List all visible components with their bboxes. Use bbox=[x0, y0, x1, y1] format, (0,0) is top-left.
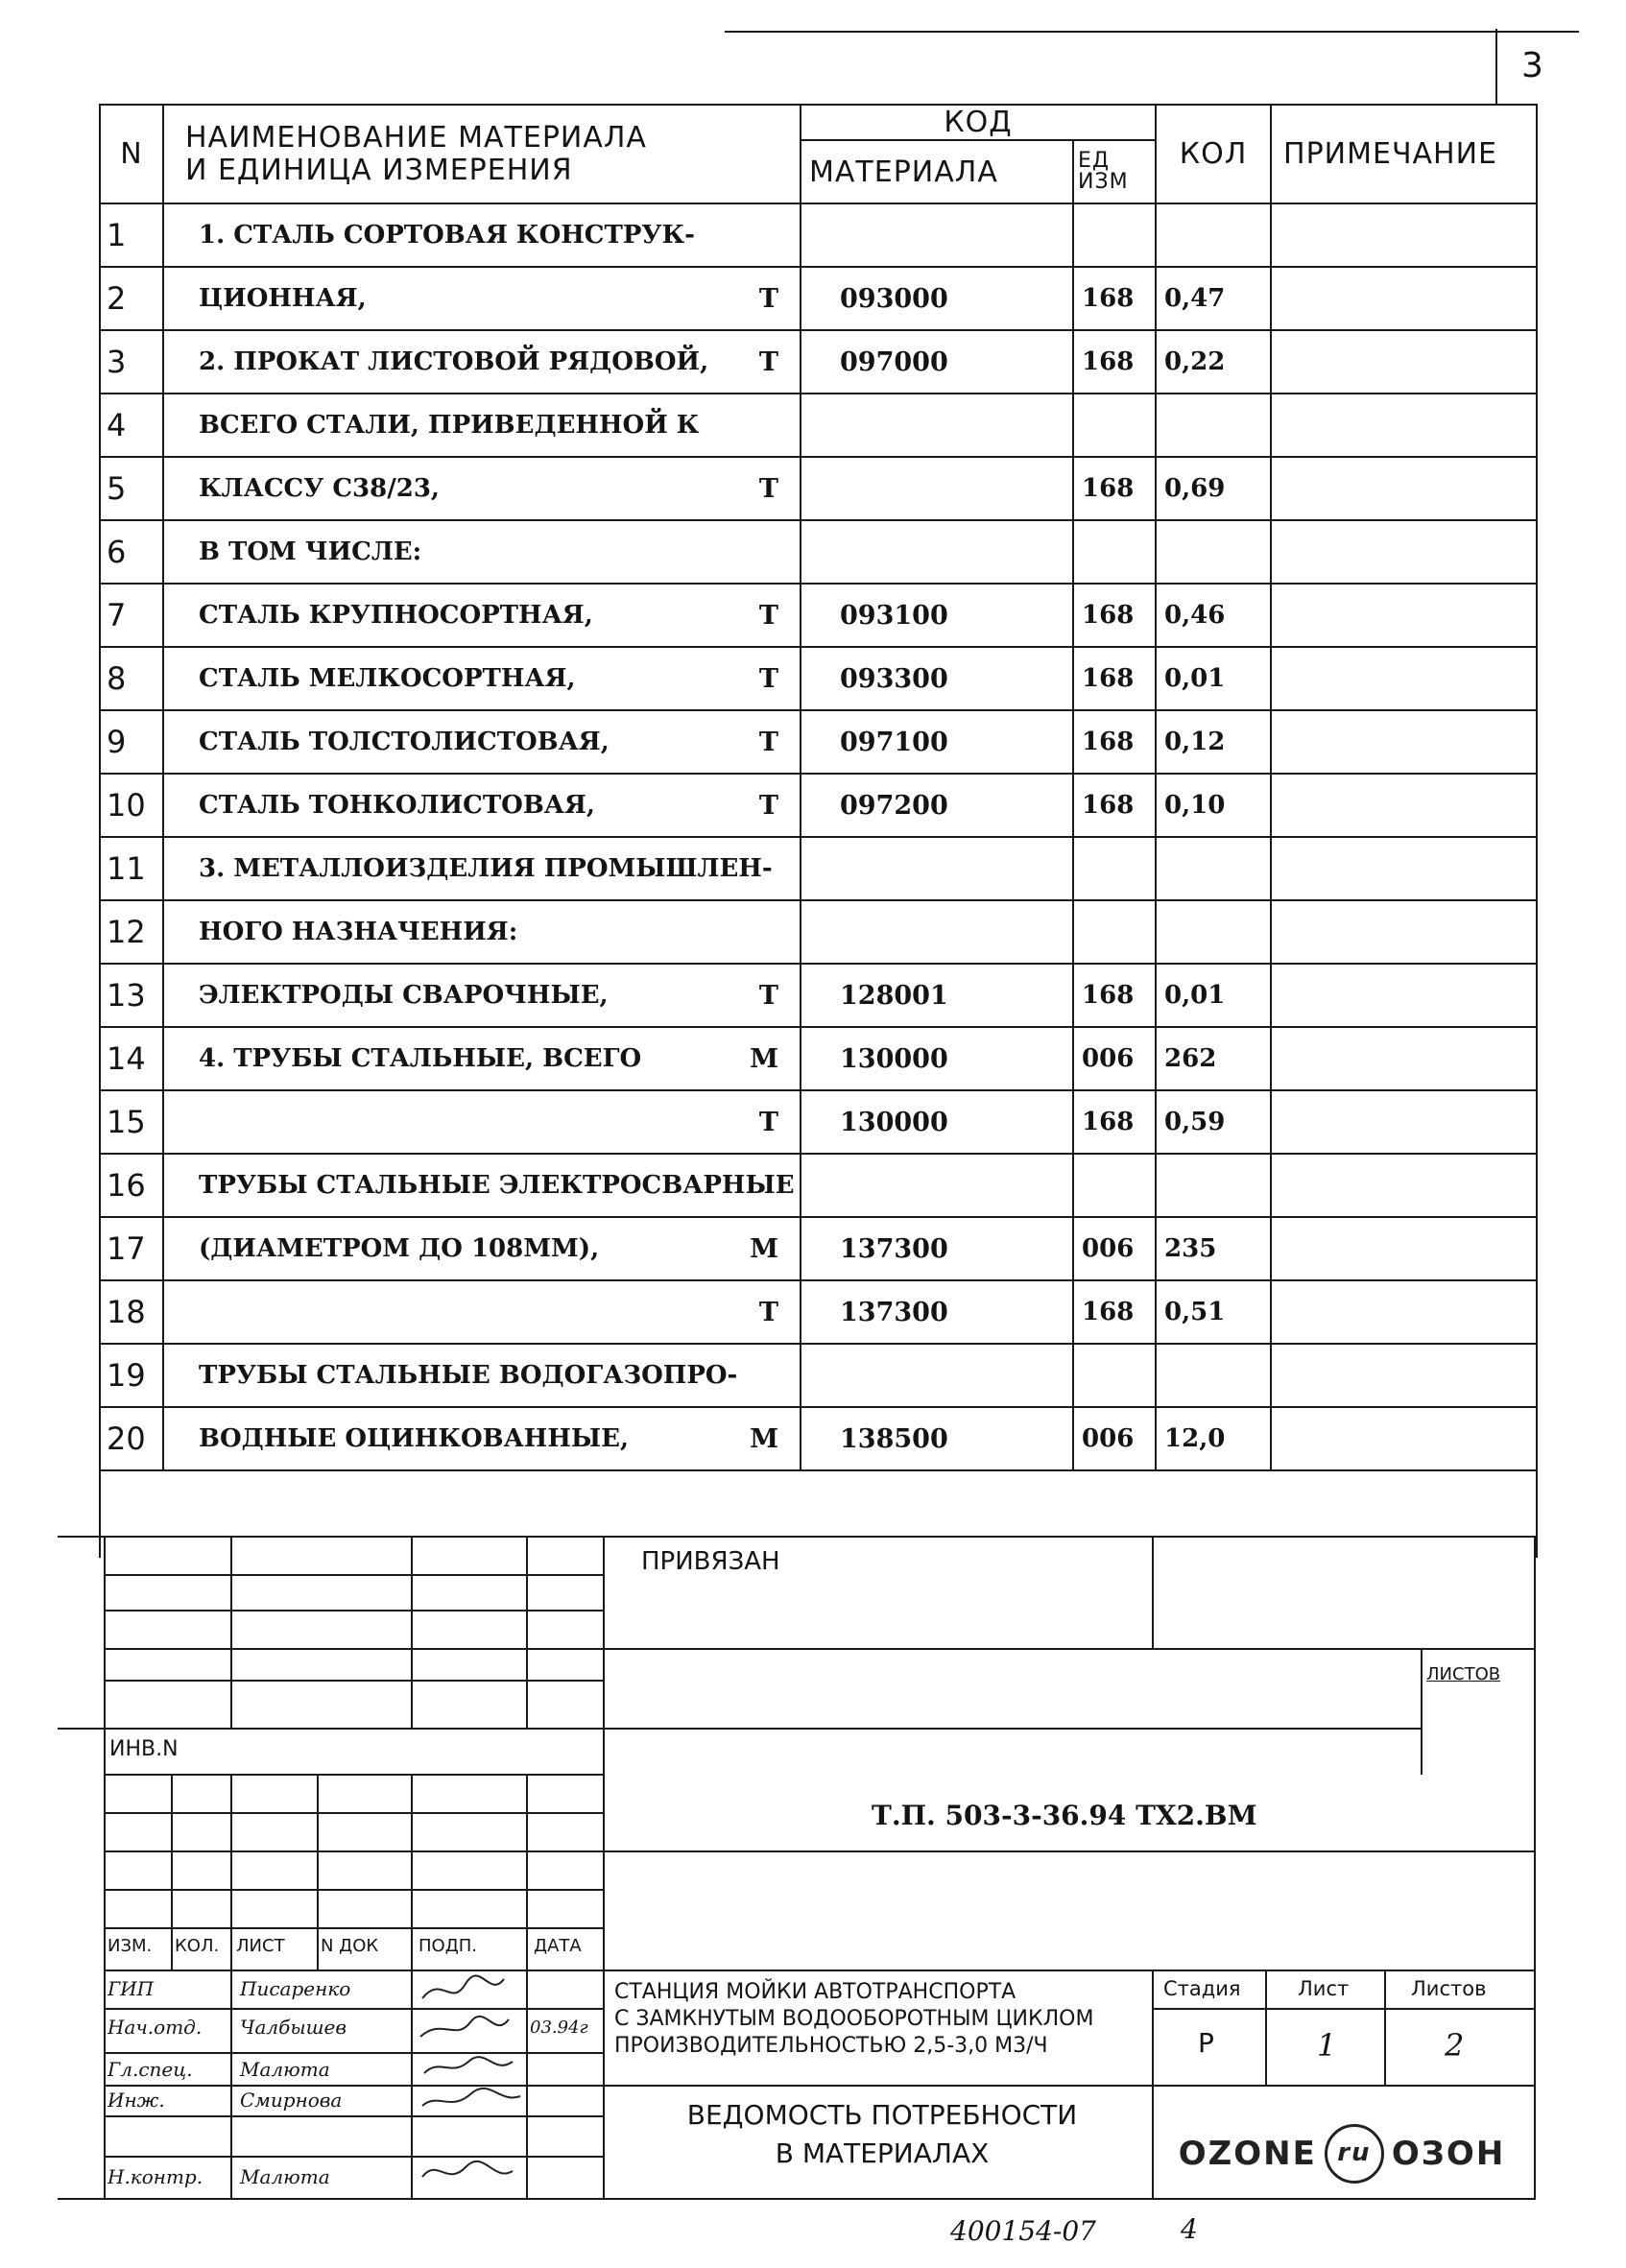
row-number: 9 bbox=[100, 710, 163, 774]
sheet-label: Лист bbox=[1298, 1977, 1350, 2000]
row-unit-code bbox=[1073, 203, 1156, 267]
stamp-left-text: OZONE bbox=[1178, 2135, 1317, 2173]
table-row bbox=[100, 330, 1537, 394]
signer-name-1: Писаренко bbox=[240, 1977, 351, 2000]
table-spacer-cell bbox=[100, 1470, 1537, 1558]
row-number: 8 bbox=[100, 647, 163, 710]
signer-name-6: Малюта bbox=[240, 2165, 330, 2188]
row-number: 14 bbox=[100, 1027, 163, 1090]
row-note bbox=[1271, 647, 1537, 710]
project-line-3: ПРОИЗВОДИТЕЛЬНОСТЬЮ 2,5-3,0 М3/Ч bbox=[614, 2034, 1048, 2058]
project-name bbox=[614, 1979, 1093, 2060]
row-note bbox=[1271, 203, 1537, 267]
row-note bbox=[1271, 710, 1537, 774]
row-number: 15 bbox=[100, 1090, 163, 1154]
row-quantity bbox=[1156, 900, 1271, 964]
signatures-drawing bbox=[413, 1970, 524, 2196]
row-unit-code: 168 bbox=[1073, 1090, 1156, 1154]
row-note bbox=[1271, 837, 1537, 900]
row-number: 18 bbox=[100, 1280, 163, 1344]
row-unit-code bbox=[1073, 900, 1156, 964]
hdr-izm: ИЗМ. bbox=[108, 1936, 153, 1956]
table-row bbox=[100, 1154, 1537, 1217]
table-row bbox=[100, 267, 1537, 330]
row-note bbox=[1271, 584, 1537, 647]
row-material-code bbox=[801, 1344, 1073, 1407]
row-unit bbox=[716, 900, 801, 964]
row-quantity: 262 bbox=[1156, 1027, 1271, 1090]
table-row bbox=[100, 900, 1537, 964]
row-name bbox=[163, 1090, 716, 1154]
row-material-code: 093100 bbox=[801, 584, 1073, 647]
row-unit-code bbox=[1073, 394, 1156, 457]
row-name: (ДИАМЕТРОМ ДО 108ММ), bbox=[163, 1217, 716, 1280]
table-row bbox=[100, 647, 1537, 710]
row-unit-code: 168 bbox=[1073, 584, 1156, 647]
sheets-label: Листов bbox=[1411, 1977, 1487, 2000]
row-quantity: 0,46 bbox=[1156, 584, 1271, 647]
row-unit: Т bbox=[716, 457, 801, 520]
row-name: 3. МЕТАЛЛОИЗДЕЛИЯ ПРОМЫШЛЕН- bbox=[163, 837, 716, 900]
signer-name-4: Смирнова bbox=[240, 2089, 343, 2112]
row-unit-code: 168 bbox=[1073, 330, 1156, 394]
corner-rule bbox=[1495, 29, 1497, 106]
row-quantity: 0,01 bbox=[1156, 964, 1271, 1027]
table-row bbox=[100, 1027, 1537, 1090]
project-line-2: С ЗАМКНУТЫМ ВОДООБОРОТНЫМ ЦИКЛОМ bbox=[614, 2007, 1094, 2031]
row-note bbox=[1271, 394, 1537, 457]
document-title bbox=[614, 2096, 1150, 2173]
table-row bbox=[100, 203, 1537, 267]
stage-label: Стадия bbox=[1163, 1977, 1241, 2000]
sheets-value: 2 bbox=[1445, 2027, 1465, 2064]
stamp-right-text: ОЗОН bbox=[1391, 2135, 1506, 2173]
row-unit: Т bbox=[716, 267, 801, 330]
row-unit: М bbox=[716, 1407, 801, 1470]
row-quantity: 0,69 bbox=[1156, 457, 1271, 520]
stage-value: Р bbox=[1198, 2027, 1214, 2059]
row-material-code: 128001 bbox=[801, 964, 1073, 1027]
row-unit-code: 168 bbox=[1073, 964, 1156, 1027]
row-number: 12 bbox=[100, 900, 163, 964]
col-name-header bbox=[163, 105, 801, 203]
col-n-header: N bbox=[100, 105, 163, 203]
table-row bbox=[100, 774, 1537, 837]
row-material-code: 097100 bbox=[801, 710, 1073, 774]
row-unit: Т bbox=[716, 1280, 801, 1344]
row-unit-code: 006 bbox=[1073, 1027, 1156, 1090]
ozone-watermark-stamp bbox=[1163, 2113, 1520, 2195]
privyazan-label: ПРИВЯЗАН bbox=[641, 1547, 780, 1576]
table-row bbox=[100, 394, 1537, 457]
row-name: В ТОМ ЧИСЛЕ: bbox=[163, 520, 716, 584]
row-note bbox=[1271, 1027, 1537, 1090]
row-unit: М bbox=[716, 1027, 801, 1090]
row-note bbox=[1271, 267, 1537, 330]
col-kod-header: КОД bbox=[801, 105, 1156, 140]
col-ed-header bbox=[1073, 140, 1156, 203]
row-quantity: 235 bbox=[1156, 1217, 1271, 1280]
table-row bbox=[100, 837, 1537, 900]
row-number: 4 bbox=[100, 394, 163, 457]
col-name-header-line1: НАИМЕНОВАНИЕ МАТЕРИАЛА bbox=[185, 120, 647, 155]
top-rule bbox=[725, 31, 1579, 33]
row-unit: Т bbox=[716, 774, 801, 837]
row-unit-code: 168 bbox=[1073, 774, 1156, 837]
row-material-code bbox=[801, 900, 1073, 964]
table-row bbox=[100, 457, 1537, 520]
table-body bbox=[100, 203, 1537, 1470]
row-material-code bbox=[801, 1154, 1073, 1217]
row-quantity bbox=[1156, 520, 1271, 584]
row-note bbox=[1271, 520, 1537, 584]
row-material-code: 130000 bbox=[801, 1090, 1073, 1154]
row-quantity: 0,22 bbox=[1156, 330, 1271, 394]
row-unit-code bbox=[1073, 1154, 1156, 1217]
row-name: СТАЛЬ КРУПНОСОРТНАЯ, bbox=[163, 584, 716, 647]
row-quantity bbox=[1156, 1154, 1271, 1217]
row-quantity: 0,12 bbox=[1156, 710, 1271, 774]
project-line-1: СТАНЦИЯ МОЙКИ АВТОТРАНСПОРТА bbox=[614, 1980, 1016, 2004]
document-title-line1: ВЕДОМОСТЬ ПОТРЕБНОСТИ bbox=[686, 2099, 1078, 2131]
row-quantity: 0,59 bbox=[1156, 1090, 1271, 1154]
table-row bbox=[100, 1344, 1537, 1407]
row-material-code: 093000 bbox=[801, 267, 1073, 330]
col-kol-header: КОЛ bbox=[1156, 105, 1271, 203]
hdr-ndok: N ДОК bbox=[321, 1936, 379, 1956]
row-material-code: 137300 bbox=[801, 1217, 1073, 1280]
signer-role-2: Нач.отд. bbox=[108, 2016, 203, 2039]
row-number: 20 bbox=[100, 1407, 163, 1470]
table-empty-row bbox=[100, 1470, 1537, 1558]
row-material-code bbox=[801, 203, 1073, 267]
row-quantity: 0,10 bbox=[1156, 774, 1271, 837]
col-material-header: МАТЕРИАЛА bbox=[801, 140, 1073, 203]
row-number: 5 bbox=[100, 457, 163, 520]
row-unit bbox=[716, 394, 801, 457]
signer-role-1: ГИП bbox=[108, 1977, 155, 2000]
sheet-value: 1 bbox=[1317, 2027, 1337, 2064]
corner-sheet-number: 3 bbox=[1521, 46, 1543, 85]
row-note bbox=[1271, 1407, 1537, 1470]
row-unit: Т bbox=[716, 1090, 801, 1154]
signer-name-2: Чалбышев bbox=[240, 2016, 347, 2039]
col-note-header: ПРИМЕЧАНИЕ bbox=[1271, 105, 1537, 203]
row-unit-code bbox=[1073, 837, 1156, 900]
row-unit bbox=[716, 520, 801, 584]
col-ed-header-line2: ИЗМ bbox=[1078, 170, 1129, 194]
row-note bbox=[1271, 1090, 1537, 1154]
row-number: 13 bbox=[100, 964, 163, 1027]
row-name: ТРУБЫ СТАЛЬНЫЕ ЭЛЕКТРОСВАРНЫЕ bbox=[163, 1154, 716, 1217]
row-note bbox=[1271, 1344, 1537, 1407]
document-title-line2: В МАТЕРИАЛАХ bbox=[775, 2137, 990, 2169]
signer-name-3: Малюта bbox=[240, 2058, 330, 2081]
signer-date-2: 03.94г bbox=[530, 2017, 588, 2038]
row-note bbox=[1271, 1154, 1537, 1217]
row-name: ТРУБЫ СТАЛЬНЫЕ ВОДОГАЗОПРО- bbox=[163, 1344, 716, 1407]
row-name: ВОДНЫЕ ОЦИНКОВАННЫЕ, bbox=[163, 1407, 716, 1470]
signer-role-4: Инж. bbox=[108, 2089, 165, 2112]
hdr-podp: ПОДП. bbox=[418, 1936, 478, 1956]
row-unit-code: 168 bbox=[1073, 1280, 1156, 1344]
row-name bbox=[163, 1280, 716, 1344]
row-number: 6 bbox=[100, 520, 163, 584]
row-quantity: 0,47 bbox=[1156, 267, 1271, 330]
row-number: 11 bbox=[100, 837, 163, 900]
table-row bbox=[100, 1090, 1537, 1154]
row-unit: Т bbox=[716, 710, 801, 774]
row-name: КЛАССУ С38/23, bbox=[163, 457, 716, 520]
row-material-code: 093300 bbox=[801, 647, 1073, 710]
row-number: 10 bbox=[100, 774, 163, 837]
row-unit: Т bbox=[716, 330, 801, 394]
row-note bbox=[1271, 1217, 1537, 1280]
table-row bbox=[100, 1407, 1537, 1470]
row-quantity: 0,51 bbox=[1156, 1280, 1271, 1344]
footer-handwritten-number: 400154-07 bbox=[950, 2215, 1096, 2247]
row-name: СТАЛЬ МЕЛКОСОРТНАЯ, bbox=[163, 647, 716, 710]
row-unit-code: 168 bbox=[1073, 267, 1156, 330]
row-unit-code: 168 bbox=[1073, 710, 1156, 774]
row-material-code: 130000 bbox=[801, 1027, 1073, 1090]
row-material-code: 097000 bbox=[801, 330, 1073, 394]
row-unit-code bbox=[1073, 520, 1156, 584]
row-number: 16 bbox=[100, 1154, 163, 1217]
table-row bbox=[100, 520, 1537, 584]
row-quantity bbox=[1156, 837, 1271, 900]
listov-corner-label: ЛИСТОВ bbox=[1426, 1664, 1501, 1684]
row-unit: Т bbox=[716, 647, 801, 710]
materials-table bbox=[99, 104, 1538, 1558]
table-row bbox=[100, 964, 1537, 1027]
col-ed-header-line1: ЕД bbox=[1078, 149, 1111, 173]
row-number: 17 bbox=[100, 1217, 163, 1280]
row-number: 1 bbox=[100, 203, 163, 267]
row-quantity: 0,01 bbox=[1156, 647, 1271, 710]
row-name: ВСЕГО СТАЛИ, ПРИВЕДЕННОЙ К bbox=[163, 394, 716, 457]
row-name: СТАЛЬ ТОНКОЛИСТОВАЯ, bbox=[163, 774, 716, 837]
row-number: 2 bbox=[100, 267, 163, 330]
row-number: 3 bbox=[100, 330, 163, 394]
row-name: НОГО НАЗНАЧЕНИЯ: bbox=[163, 900, 716, 964]
row-quantity bbox=[1156, 203, 1271, 267]
row-name: СТАЛЬ ТОЛСТОЛИСТОВАЯ, bbox=[163, 710, 716, 774]
row-unit-code: 006 bbox=[1073, 1217, 1156, 1280]
row-name: ЭЛЕКТРОДЫ СВАРОЧНЫЕ, bbox=[163, 964, 716, 1027]
hdr-kol: КОЛ. bbox=[175, 1936, 220, 1956]
stamp-ring: ru bbox=[1325, 2124, 1384, 2184]
row-unit-code: 168 bbox=[1073, 647, 1156, 710]
table-header-row1 bbox=[100, 105, 1537, 140]
row-unit-code: 168 bbox=[1073, 457, 1156, 520]
row-number: 19 bbox=[100, 1344, 163, 1407]
row-note bbox=[1271, 964, 1537, 1027]
row-unit-code bbox=[1073, 1344, 1156, 1407]
row-unit: М bbox=[716, 1217, 801, 1280]
row-unit: Т bbox=[716, 964, 801, 1027]
hdr-data: ДАТА bbox=[534, 1936, 582, 1956]
row-number: 7 bbox=[100, 584, 163, 647]
row-material-code bbox=[801, 837, 1073, 900]
document-code: Т.П. 503-3-36.94 ТХ2.ВМ bbox=[872, 1800, 1257, 1831]
row-material-code: 137300 bbox=[801, 1280, 1073, 1344]
row-name: 1. СТАЛЬ СОРТОВАЯ КОНСТРУК- bbox=[163, 203, 716, 267]
row-quantity bbox=[1156, 1344, 1271, 1407]
row-material-code: 138500 bbox=[801, 1407, 1073, 1470]
hdr-list: ЛИСТ bbox=[236, 1936, 285, 1956]
row-note bbox=[1271, 774, 1537, 837]
table-row bbox=[100, 584, 1537, 647]
row-material-code bbox=[801, 457, 1073, 520]
signer-role-6: Н.контр. bbox=[108, 2165, 203, 2188]
row-material-code bbox=[801, 394, 1073, 457]
row-note bbox=[1271, 900, 1537, 964]
table-row bbox=[100, 1280, 1537, 1344]
row-unit bbox=[716, 203, 801, 267]
row-note bbox=[1271, 457, 1537, 520]
table-row bbox=[100, 1217, 1537, 1280]
row-name: 4. ТРУБЫ СТАЛЬНЫЕ, ВСЕГО bbox=[163, 1027, 716, 1090]
row-note bbox=[1271, 1280, 1537, 1344]
footer-page-number: 4 bbox=[1181, 2213, 1198, 2245]
table-row bbox=[100, 710, 1537, 774]
row-name: ЦИОННАЯ, bbox=[163, 267, 716, 330]
row-name: 2. ПРОКАТ ЛИСТОВОЙ РЯДОВОЙ, bbox=[163, 330, 716, 394]
row-material-code bbox=[801, 520, 1073, 584]
row-material-code: 097200 bbox=[801, 774, 1073, 837]
row-quantity bbox=[1156, 394, 1271, 457]
col-name-header-line2: И ЕДИНИЦА ИЗМЕРЕНИЯ bbox=[185, 153, 573, 187]
inv-number-label: ИНВ.N bbox=[109, 1737, 179, 1761]
signer-role-3: Гл.спец. bbox=[108, 2058, 193, 2081]
row-note bbox=[1271, 330, 1537, 394]
row-unit-code: 006 bbox=[1073, 1407, 1156, 1470]
row-unit: Т bbox=[716, 584, 801, 647]
row-quantity: 12,0 bbox=[1156, 1407, 1271, 1470]
